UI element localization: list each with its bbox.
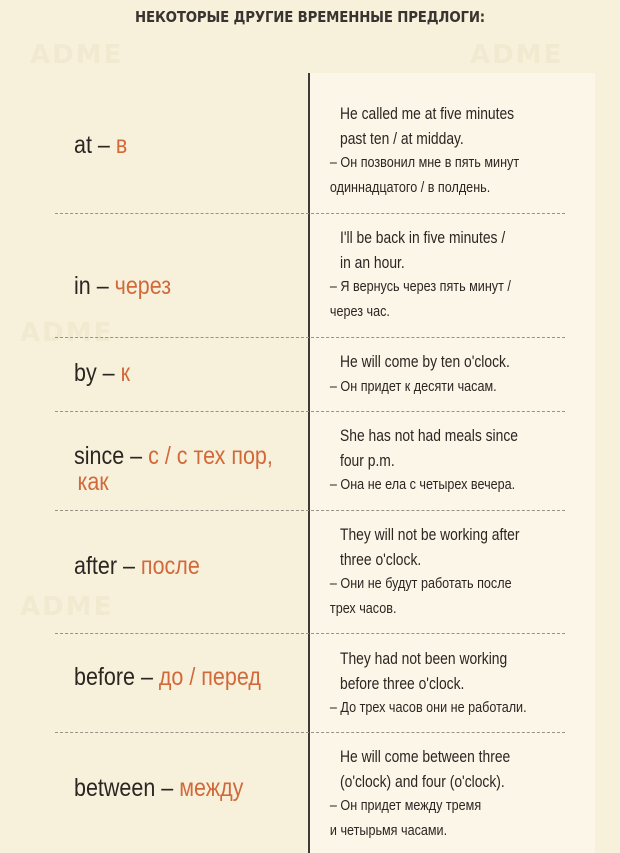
example-russian: – Они не будут работать после трех часов. xyxy=(329,575,512,617)
example-english: He will come by ten o'clock. xyxy=(340,353,510,371)
example-cell xyxy=(329,350,567,399)
preposition-cell xyxy=(74,775,243,801)
translation-continued: как xyxy=(77,468,109,496)
watermark: ADME xyxy=(30,40,124,70)
preposition: after xyxy=(74,552,118,580)
preposition: between xyxy=(74,774,156,802)
example-cell xyxy=(329,745,567,843)
preposition-cell xyxy=(74,664,261,690)
preposition: before xyxy=(74,663,135,691)
watermark: ADME xyxy=(20,592,114,622)
dash: – xyxy=(96,359,121,387)
example-english: He will come between three (o'clock) and four (o'clock). xyxy=(340,748,511,791)
example-russian: – Я вернусь через пять минут / через час. xyxy=(329,278,511,320)
example-russian: – Он придет к десяти часам. xyxy=(329,377,497,395)
example-english: They had not been working before three o'clock. xyxy=(340,650,508,693)
dash: – xyxy=(117,552,141,580)
translation: до / перед xyxy=(158,663,261,691)
example-cell xyxy=(329,424,567,498)
row-separator xyxy=(55,411,565,412)
example-english: They will not be working after three o'clock. xyxy=(340,526,520,569)
column-divider xyxy=(308,73,310,853)
example-russian: – До трех часов они не работали. xyxy=(329,699,527,716)
example-english: He called me at five minutes past ten / at midday. xyxy=(340,105,515,148)
dash: – xyxy=(155,774,180,802)
page-title: НЕКОТОРЫЕ ДРУГИЕ ВРЕМЕННЫЕ ПРЕДЛОГИ: xyxy=(135,8,485,26)
preposition-cell xyxy=(74,443,273,495)
watermark: ADME xyxy=(470,40,564,70)
dash: – xyxy=(124,442,149,470)
preposition-cell xyxy=(74,553,200,579)
translation: с / с тех пор, xyxy=(148,442,273,470)
translation: между xyxy=(179,774,244,802)
row-separator xyxy=(55,510,565,511)
row-separator xyxy=(55,337,565,338)
translation: через xyxy=(114,272,172,300)
translation: к xyxy=(120,359,131,387)
watermark: ADME xyxy=(20,318,114,348)
example-cell xyxy=(329,647,567,721)
row-separator xyxy=(55,633,565,634)
example-cell xyxy=(329,226,567,324)
preposition: since xyxy=(74,442,125,470)
example-russian: – Она не ела с четырех вечера. xyxy=(329,476,516,493)
row-separator xyxy=(55,732,565,733)
example-cell xyxy=(329,102,567,200)
example-english: She has not had meals since four p.m. xyxy=(340,427,518,470)
example-russian: – Он придет между тремя и четырьмя часами. xyxy=(329,797,482,839)
dash: – xyxy=(134,663,159,691)
dash: – xyxy=(91,131,116,159)
preposition-cell xyxy=(74,132,127,158)
translation: после xyxy=(140,552,200,580)
preposition: by xyxy=(74,359,97,387)
example-russian: – Он позвонил мне в пять минут одиннадцатого / в полдень. xyxy=(329,154,520,196)
example-cell xyxy=(329,523,567,621)
preposition: in xyxy=(74,272,91,300)
preposition-cell xyxy=(74,273,171,299)
example-english: I'll be back in five minutes / in an hour. xyxy=(340,229,506,272)
preposition: at xyxy=(74,131,92,159)
dash: – xyxy=(90,272,115,300)
preposition-cell xyxy=(74,360,130,386)
row-separator xyxy=(55,213,565,214)
translation: в xyxy=(115,131,128,159)
